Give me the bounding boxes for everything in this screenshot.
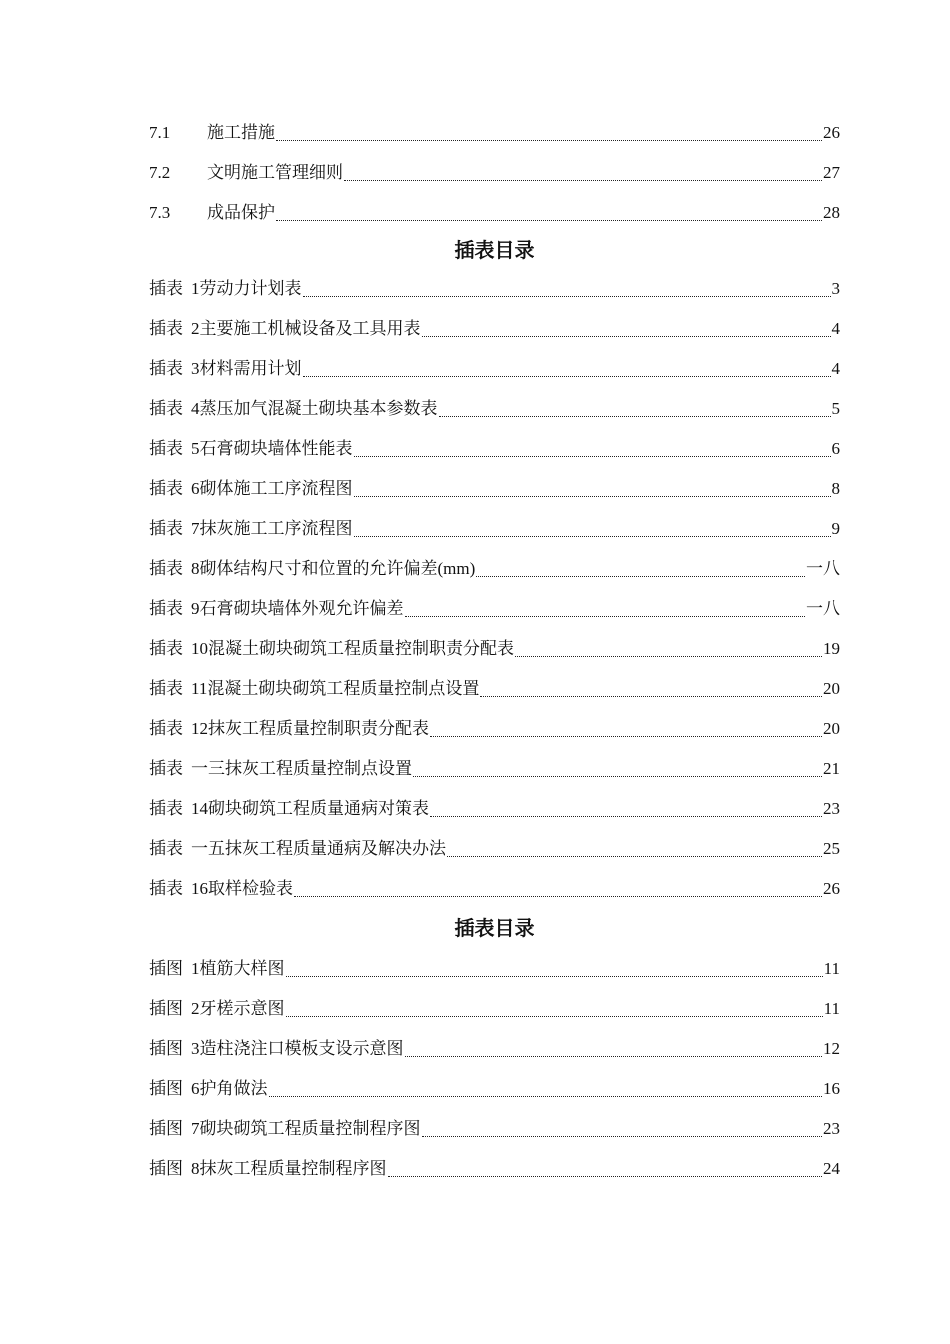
leader-dots [422, 335, 831, 337]
entry-title: 一五抹灰工程质量通病及解决办法 [191, 839, 446, 858]
entry-prefix: 插表 [149, 399, 183, 418]
entry-page-number: 9 [831, 519, 840, 538]
entry-number: 7.1 [149, 123, 171, 142]
entry-page-number: 27 [823, 163, 840, 182]
entry-page-number: 21 [823, 759, 840, 778]
leader-dots [354, 455, 831, 457]
toc-entry[interactable] [149, 1029, 840, 1069]
entry-prefix: 插表 [149, 839, 183, 858]
toc-entry[interactable] [149, 669, 840, 709]
entry-page-number: 20 [823, 719, 840, 738]
toc-entry[interactable] [149, 113, 840, 153]
entry-title: 7抹灰施工工序流程图 [191, 519, 353, 538]
toc-entry[interactable] [149, 153, 840, 193]
entry-page-number: 16 [823, 1079, 840, 1098]
entry-page-number: 5 [831, 399, 840, 418]
leader-dots [294, 895, 822, 897]
leader-dots [269, 1095, 823, 1097]
entry-title: 文明施工管理细则 [207, 163, 343, 182]
toc-entry[interactable] [149, 589, 840, 629]
tables-heading: 插表目录 [454, 238, 535, 262]
entry-prefix: 插表 [149, 439, 183, 458]
toc-entry[interactable] [149, 389, 840, 429]
entry-page-number: 4 [831, 319, 840, 338]
toc-entry[interactable] [149, 709, 840, 749]
entry-title: 8抹灰工程质量控制程序图 [191, 1159, 387, 1178]
entry-prefix: 插表 [149, 879, 183, 898]
toc-entry[interactable] [149, 349, 840, 389]
entry-page-number: 26 [823, 879, 840, 898]
entry-page-number: 11 [823, 999, 840, 1018]
entry-page-number: 23 [823, 1119, 840, 1138]
entry-prefix: 插图 [149, 999, 183, 1018]
entry-page-number: 8 [831, 479, 840, 498]
entry-title: 成品保护 [207, 203, 275, 222]
toc-entry[interactable] [149, 949, 840, 989]
figures-heading: 插表目录 [454, 916, 535, 940]
entry-prefix: 插表 [149, 719, 183, 738]
leader-dots [476, 575, 805, 577]
entry-title: 2牙槎示意图 [191, 999, 285, 1018]
entry-prefix: 插图 [149, 959, 183, 978]
entry-page-number: 4 [831, 359, 840, 378]
entry-prefix: 插图 [149, 1159, 183, 1178]
entry-page-number: 3 [831, 279, 840, 298]
entry-page-number: 26 [823, 123, 840, 142]
entry-prefix: 插表 [149, 639, 183, 658]
leader-dots [286, 1015, 823, 1017]
entry-page-number: 24 [823, 1159, 840, 1178]
entry-title: 一三抹灰工程质量控制点设置 [191, 759, 412, 778]
toc-entry[interactable] [149, 309, 840, 349]
leader-dots [354, 535, 831, 537]
toc-entry[interactable] [149, 789, 840, 829]
entry-page-number: 28 [823, 203, 840, 222]
toc-entry[interactable] [149, 269, 840, 309]
entry-prefix: 插表 [149, 359, 183, 378]
entry-title: 12抹灰工程质量控制职责分配表 [191, 719, 429, 738]
toc-entry[interactable] [149, 629, 840, 669]
entry-number: 7.2 [149, 163, 171, 182]
leader-dots [422, 1135, 823, 1137]
toc-entry[interactable] [149, 193, 840, 233]
toc-entry[interactable] [149, 749, 840, 789]
leader-dots [405, 615, 806, 617]
leader-dots [354, 495, 831, 497]
toc-entry[interactable] [149, 1149, 840, 1189]
figures-list [149, 949, 840, 1189]
leader-dots [276, 219, 822, 221]
entry-number: 7.3 [149, 203, 171, 222]
leader-dots [447, 855, 822, 857]
leader-dots [303, 375, 831, 377]
entry-title: 9石膏砌块墙体外观允许偏差 [191, 599, 404, 618]
entry-page-number: 6 [831, 439, 840, 458]
entry-prefix: 插表 [149, 799, 183, 818]
entry-title: 施工措施 [207, 123, 275, 142]
entry-title: 16取样检验表 [191, 879, 293, 898]
entry-title: 14砌块砌筑工程质量通病对策表 [191, 799, 429, 818]
entry-page-number: 11 [823, 959, 840, 978]
entry-prefix: 插表 [149, 559, 183, 578]
entry-page-number: 一八 [806, 559, 840, 578]
leader-dots [430, 735, 822, 737]
entry-title: 5石膏砌块墙体性能表 [191, 439, 353, 458]
entry-prefix: 插表 [149, 759, 183, 778]
entry-prefix: 插图 [149, 1039, 183, 1058]
entry-title: 4蒸压加气混凝土砌块基本参数表 [191, 399, 438, 418]
entry-page-number: 一八 [806, 599, 840, 618]
entry-title: 1植筋大样图 [191, 959, 285, 978]
leader-dots [276, 139, 822, 141]
entry-prefix: 插表 [149, 679, 183, 698]
toc-entry[interactable] [149, 1069, 840, 1109]
toc-entry[interactable] [149, 989, 840, 1029]
toc-entry[interactable] [149, 509, 840, 549]
entry-title: 1劳动力计划表 [191, 279, 302, 298]
entry-title: 8砌体结构尺寸和位置的允许偏差(mm) [191, 559, 476, 578]
leader-dots [515, 655, 822, 657]
leader-dots [388, 1175, 823, 1177]
toc-sub-list [149, 113, 840, 233]
leader-dots [286, 975, 823, 977]
entry-prefix: 插表 [149, 319, 183, 338]
toc-content [149, 113, 840, 1189]
toc-entry[interactable] [149, 829, 840, 869]
toc-entry[interactable] [149, 429, 840, 469]
entry-page-number: 19 [823, 639, 840, 658]
leader-dots [480, 695, 822, 697]
entry-page-number: 12 [823, 1039, 840, 1058]
entry-page-number: 23 [823, 799, 840, 818]
toc-entry[interactable] [149, 869, 840, 909]
entry-title: 3造柱浇注口模板支设示意图 [191, 1039, 404, 1058]
leader-dots [430, 815, 822, 817]
leader-dots [413, 775, 822, 777]
tables-list [149, 269, 840, 909]
entry-title: 7砌块砌筑工程质量控制程序图 [191, 1119, 421, 1138]
entry-title: 3材料需用计划 [191, 359, 302, 378]
entry-prefix: 插表 [149, 519, 183, 538]
entry-prefix: 插表 [149, 279, 183, 298]
entry-prefix: 插图 [149, 1079, 183, 1098]
leader-dots [344, 179, 822, 181]
leader-dots [439, 415, 831, 417]
leader-dots [303, 295, 831, 297]
entry-title: 6护角做法 [191, 1079, 268, 1098]
toc-entry[interactable] [149, 469, 840, 509]
entry-title: 2主要施工机械设备及工具用表 [191, 319, 421, 338]
entry-title: 11混凝土砌块砌筑工程质量控制点设置 [191, 679, 480, 698]
entry-page-number: 25 [823, 839, 840, 858]
entry-prefix: 插表 [149, 479, 183, 498]
entry-title: 10混凝土砌块砌筑工程质量控制职责分配表 [191, 639, 514, 658]
entry-title: 6砌体施工工序流程图 [191, 479, 353, 498]
entry-prefix: 插表 [149, 599, 183, 618]
entry-prefix: 插图 [149, 1119, 183, 1138]
toc-entry[interactable] [149, 549, 840, 589]
entry-page-number: 20 [823, 679, 840, 698]
leader-dots [405, 1055, 823, 1057]
toc-entry[interactable] [149, 1109, 840, 1149]
